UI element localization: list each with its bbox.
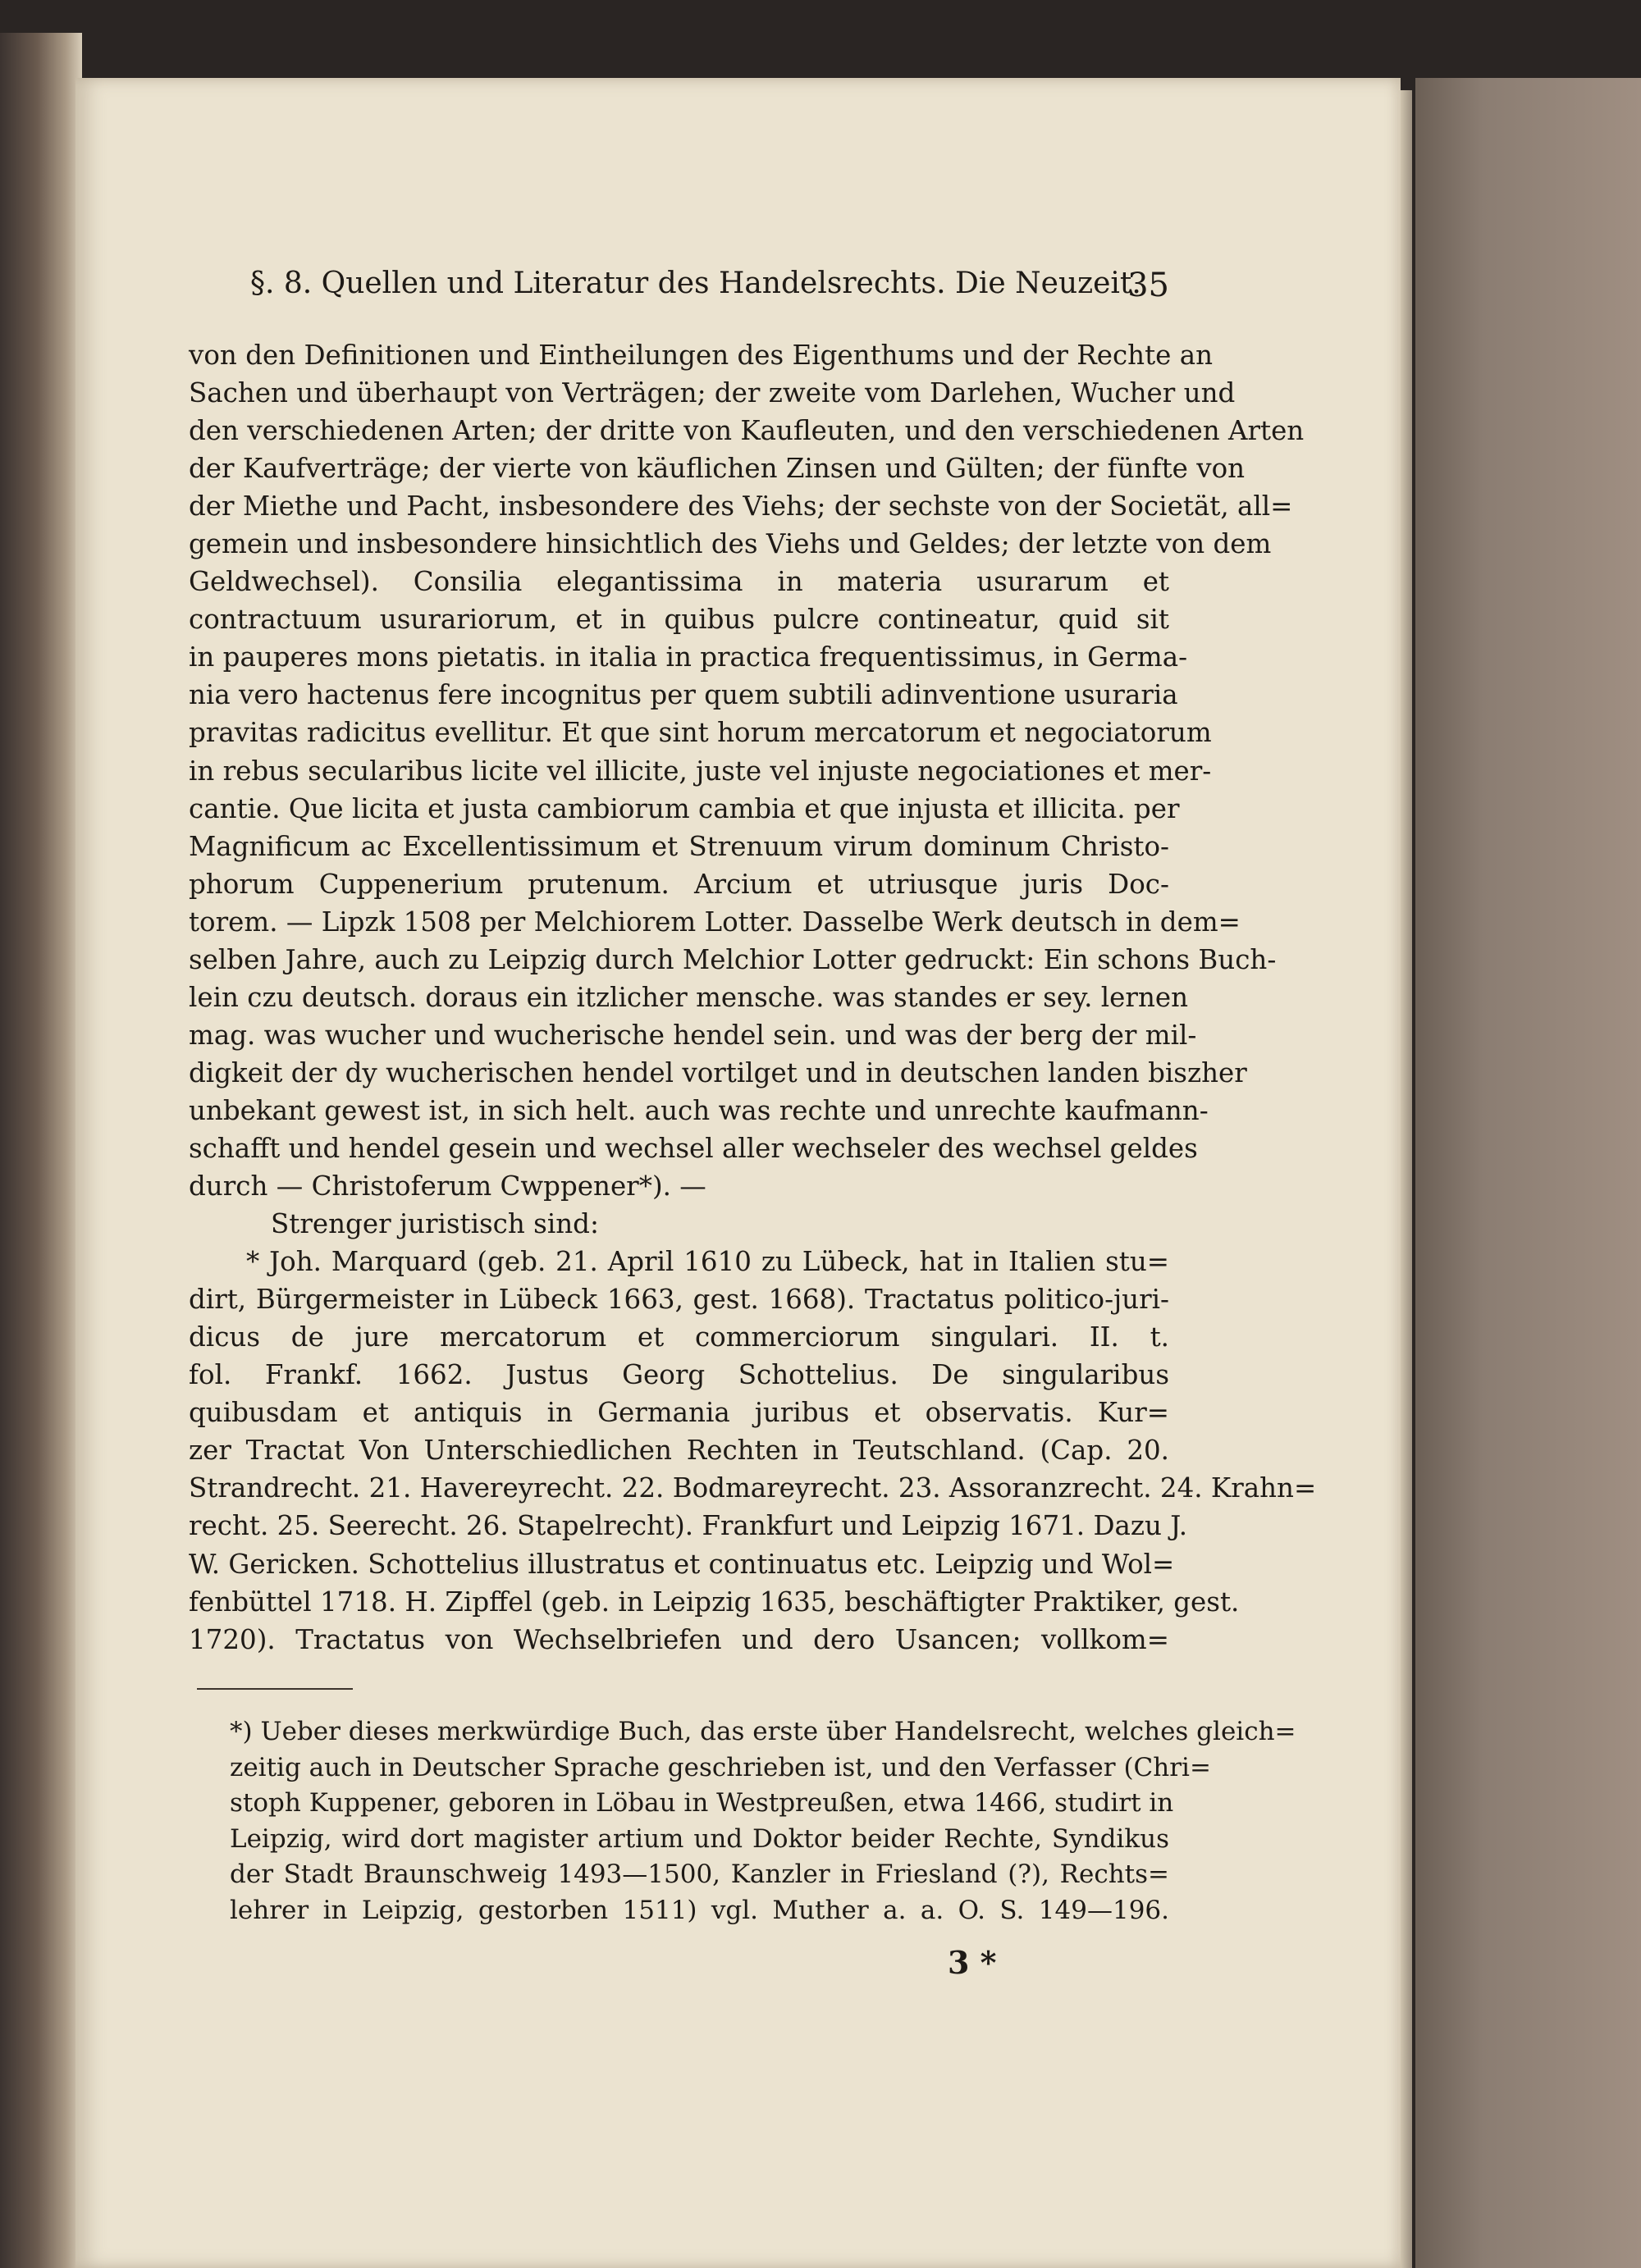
text-line: Strandrecht. 21. Havereyrecht. 22. Bodmareyrecht. 23. Assoranzrecht. 24. Krahn=	[189, 1472, 1317, 1504]
text-line: unbekant gewest ist, in sich helt. auch was rechte und unrechte kaufmann-	[189, 1094, 1209, 1126]
text-line: in rebus secularibus licite vel illicite, juste vel injuste negociationes et mer-	[189, 755, 1212, 787]
text-line: torem. — Lipzk 1508 per Melchiorem Lotter. Dasselbe Werk deutsch in dem=	[189, 906, 1241, 938]
page-edge	[1401, 90, 1412, 2268]
text-line: selben Jahre, auch zu Leipzig durch Melchior Lotter gedruckt: Ein schons Buch-	[189, 943, 1277, 975]
text-line: nia vero hactenus fere incognitus per quem subtili adinventione usuraria	[189, 679, 1178, 711]
text-line: fol. Frankf. 1662. Justus Georg Schottelius. De singularibus	[189, 1359, 1169, 1391]
page-number: 35	[1127, 267, 1169, 304]
text-line: Geldwechsel). Consilia elegantissima in materia usurarum et	[189, 566, 1169, 598]
text-line: W. Gericken. Schottelius illustratus et continuatus etc. Leipzig und Wol=	[189, 1548, 1175, 1580]
text-line: mag. was wucher und wucherische hendel sein. und was der berg der mil-	[189, 1019, 1197, 1051]
text-line: pravitas radicitus evellitur. Et que sint horum mercatorum et negociatorum	[189, 717, 1212, 749]
text-line: lein czu deutsch. doraus ein itzlicher mensche. was standes er sey. lernen	[189, 981, 1189, 1013]
text-line: recht. 25. Seerecht. 26. Stapelrecht). Frankfurt und Leipzig 1671. Dazu J.	[189, 1510, 1188, 1542]
text-line: gemein und insbesondere hinsichtlich des Viehs und Geldes; der letzte von dem	[189, 528, 1272, 560]
text-line: phorum Cuppenerium prutenum. Arcium et utriusque juris Doc-	[189, 868, 1169, 900]
running-title: §. 8. Quellen und Literatur des Handelsrechts. Die Neuzeit.	[250, 267, 1141, 300]
text-line: Sachen und überhaupt von Verträgen; der zweite vom Darlehen, Wucher und	[189, 377, 1236, 409]
footnote-line: stoph Kuppener, geboren in Löbau in Westpreußen, etwa 1466, studirt in	[230, 1788, 1174, 1818]
signature-mark: 3 *	[948, 1944, 997, 1981]
footnote-line: zeitig auch in Deutscher Sprache geschrieben ist, und den Verfasser (Chri=	[230, 1752, 1211, 1782]
text-line: 1720). Tractatus von Wechselbriefen und dero Usancen; vollkom=	[189, 1623, 1169, 1655]
footnote-divider	[197, 1688, 353, 1690]
text-line: dicus de jure mercatorum et commerciorum singulari. II. t.	[189, 1321, 1169, 1353]
text-line: * Joh. Marquard (geb. 21. April 1610 zu Lübeck, hat in Italien stu=	[246, 1246, 1169, 1278]
text-line: der Kaufverträge; der vierte von käuflichen Zinsen und Gülten; der fünfte von	[189, 453, 1246, 485]
text-line: Strenger juristisch sind:	[271, 1208, 599, 1240]
text-line: zer Tractat Von Unterschiedlichen Rechten in Teutschland. (Cap. 20.	[189, 1435, 1169, 1467]
footnote-line: *) Ueber dieses merkwürdige Buch, das erste über Handelsrecht, welches gleich=	[230, 1717, 1296, 1746]
text-line: digkeit der dy wucherischen hendel vortilget und in deutschen landen biszher	[189, 1056, 1247, 1088]
footnote-line: Leipzig, wird dort magister artium und Doktor beider Rechte, Syndikus	[230, 1823, 1169, 1854]
text-line: der Miethe und Pacht, insbesondere des Viehs; der sechste von der Societät, all=	[189, 491, 1293, 523]
text-line: quibusdam et antiquis in Germania juribus et observatis. Kur=	[189, 1397, 1169, 1429]
text-line: cantie. Que licita et justa cambiorum cambia et que injusta et illicita. per	[189, 792, 1180, 824]
running-header	[250, 267, 1169, 308]
footnote	[230, 1714, 1296, 1928]
text-line: fenbüttel 1718. H. Zipffel (geb. in Leipzig 1635, beschäftigter Praktiker, gest.	[189, 1586, 1240, 1618]
text-line: Magnificum ac Excellentissimum et Strenuum virum dominum Christo-	[189, 830, 1169, 862]
text-line: contractuum usurariorum, et in quibus pulcre contineatur, quid sit	[189, 604, 1169, 636]
book-binding	[0, 33, 82, 2268]
text-line: in pauperes mons pietatis. in italia in practica frequentissimus, in Germa-	[189, 641, 1188, 673]
text-line: den verschiedenen Arten; der dritte von Kaufleuten, und den verschiedenen Arten	[189, 415, 1305, 447]
footnote-line: der Stadt Braunschweig 1493—1500, Kanzler in Friesland (?), Rechts=	[230, 1860, 1169, 1889]
text-line: schafft und hendel gesein und wechsel aller wechseler des wechsel geldes	[189, 1132, 1198, 1164]
text-line: dirt, Bürgermeister in Lübeck 1663, gest. 1668). Tractatus politico-juri-	[189, 1284, 1169, 1316]
book-cover-edge	[1415, 78, 1641, 2268]
footnote-line: lehrer in Leipzig, gestorben 1511) vgl. Muther a. a. O. S. 149—196.	[230, 1895, 1169, 1925]
text-line: von den Definitionen und Eintheilungen des Eigenthums und der Rechte an	[189, 340, 1214, 371]
main-text	[189, 336, 1317, 1659]
text-line: durch — Christoferum Cwppener*). —	[189, 1171, 706, 1202]
